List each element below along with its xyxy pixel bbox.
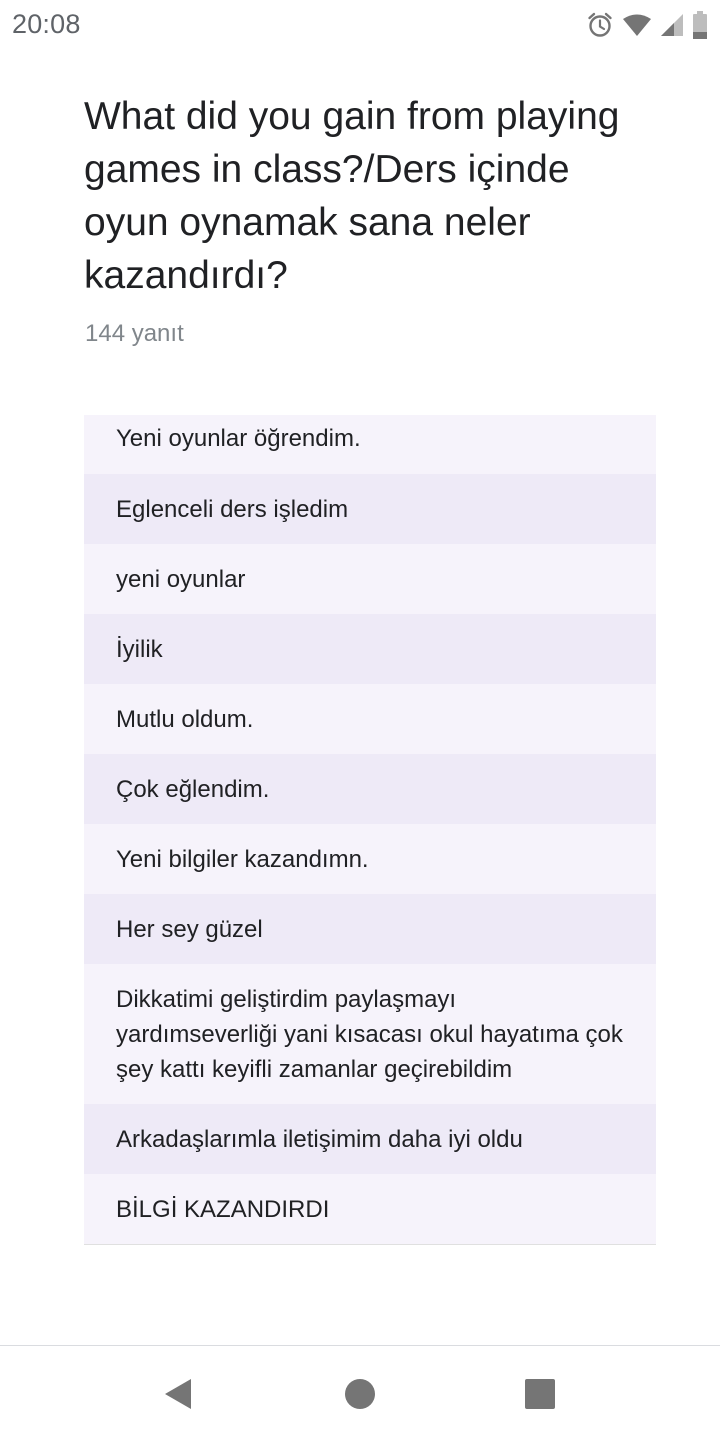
home-button[interactable] [340,1374,380,1414]
list-item: İyilik [84,614,656,684]
answer-list [84,415,656,1245]
navigation-bar [0,1345,720,1440]
question-title: What did you gain from playing games in class?/Ders içinde oyun oynamak sana neler kazandırdı? [84,95,620,297]
status-time: 20:08 [12,9,81,39]
back-icon [160,1376,196,1412]
list-item: Çok eğlendim. [84,754,656,824]
list-item: Dikkatimi geliştirdim paylaşmayı yardımseverliği yani kısacası okul hayatıma çok şey kattı keyifli zamanlar geçirebildim [84,964,656,1104]
alarm-icon [586,11,614,39]
response-count: 144 yanıt [85,320,184,347]
status-icons [586,10,708,40]
list-item: Arkadaşlarımla iletişimim daha iyi oldu [84,1104,656,1174]
back-button[interactable] [158,1374,198,1414]
status-bar [0,0,720,50]
list-item: yeni oyunlar [84,544,656,614]
list-item: Her sey güzel [84,894,656,964]
battery-icon [692,11,708,39]
list-item: BİLGİ KAZANDIRDI [84,1174,656,1244]
list-item: Mutlu oldum. [84,684,656,754]
list-item: Eglenceli ders işledim [84,474,656,544]
wifi-icon [622,13,652,37]
recents-button[interactable] [520,1374,560,1414]
recents-icon [522,1376,558,1412]
list-item: Yeni oyunlar öğrendim. [84,415,656,474]
home-icon [342,1376,378,1412]
list-item: Yeni bilgiler kazandımn. [84,824,656,894]
signal-icon [660,13,684,37]
